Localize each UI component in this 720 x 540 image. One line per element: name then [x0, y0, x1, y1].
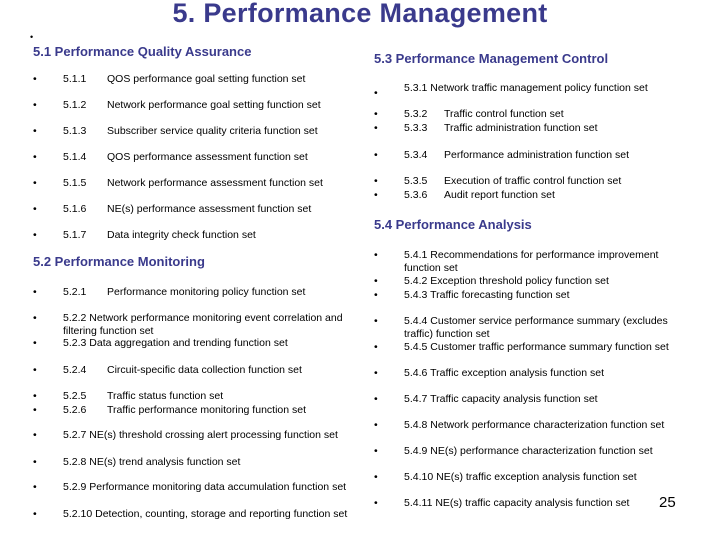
item-number: 5.1.5 — [63, 177, 87, 189]
item-text: 5.2.9 Performance monitoring data accumulation function set — [63, 481, 347, 493]
item-text: Network performance goal setting function set — [107, 99, 321, 111]
item-number: 5.1.6 — [63, 203, 87, 215]
item-text: 5.4.2 Exception threshold policy function set — [404, 275, 609, 287]
item-text: Performance administration function set — [444, 149, 630, 161]
bullet: • — [33, 229, 37, 241]
bullet: • — [33, 429, 37, 441]
item-text: 5.4.10 NE(s) traffic exception analysis function set — [404, 471, 637, 483]
bullet: • — [374, 419, 378, 431]
bullet: • — [33, 73, 37, 85]
section-heading-5-3: 5.3 Performance Management Control — [374, 51, 609, 66]
item-text: 5.2.7 NE(s) threshold crossing alert processing function set — [63, 429, 338, 441]
bullet: • — [33, 364, 37, 376]
bullet: • — [33, 203, 37, 215]
bullet: • — [374, 341, 378, 353]
bullet: • — [374, 189, 378, 201]
bullet: • — [33, 125, 37, 137]
item-text: Audit report function set — [444, 189, 555, 201]
item-number: 5.2.4 — [63, 364, 87, 376]
bullet: • — [374, 175, 378, 187]
bullet: • — [33, 312, 37, 324]
slide-title: 5. Performance Management — [172, 0, 548, 28]
item-text: 5.4.9 NE(s) performance characterization function set — [404, 445, 653, 457]
item-number: 5.3.5 — [404, 175, 428, 187]
bullet: • — [374, 249, 378, 261]
item-text: 5.4.11 NE(s) traffic capacity analysis function set — [404, 497, 630, 509]
bullet: • — [33, 151, 37, 163]
bullet: • — [374, 497, 378, 509]
item-text: 5.2.10 Detection, counting, storage and reporting function set — [63, 508, 348, 520]
item-number: 5.1.4 — [63, 151, 87, 163]
item-text: QOS performance goal setting function set — [107, 73, 306, 85]
item-text: QOS performance assessment function set — [107, 151, 308, 163]
bullet: • — [374, 108, 378, 120]
item-number: 5.2.5 — [63, 390, 87, 402]
bullet: • — [374, 275, 378, 287]
item-text: 5.2.2 Network performance monitoring event correlation and filtering function set — [63, 312, 343, 337]
item-text: Traffic performance monitoring function set — [107, 404, 307, 416]
item-number: 5.2.1 — [63, 286, 87, 298]
bullet: • — [374, 122, 378, 134]
item-text: 5.2.3 Data aggregation and trending function set — [63, 337, 288, 349]
bullet: • — [374, 471, 378, 483]
item-text: 5.4.3 Traffic forecasting function set — [404, 289, 570, 301]
item-text: 5.4.1 Recommendations for performance improvement function set — [404, 249, 659, 274]
item-number: 5.1.7 — [63, 229, 87, 241]
item-number: 5.1.3 — [63, 125, 87, 137]
item-text: 5.4.8 Network performance characterization function set — [404, 419, 665, 431]
bullet: • — [33, 177, 37, 189]
section-heading-5-4: 5.4 Performance Analysis — [374, 217, 532, 232]
item-number: 5.2.6 — [63, 404, 87, 416]
item-number: 5.3.4 — [404, 149, 428, 161]
item-number: 5.3.3 — [404, 122, 428, 134]
section-heading-5-2: 5.2 Performance Monitoring — [33, 254, 205, 269]
item-text: NE(s) performance assessment function set — [107, 203, 312, 215]
page-number: 25 — [659, 494, 676, 511]
item-text: Execution of traffic control function set — [444, 175, 622, 187]
bullet: • — [33, 481, 37, 493]
bullet: • — [374, 149, 378, 161]
bullet: • — [33, 390, 37, 402]
stray-bullet: • — [30, 32, 34, 42]
item-text: 5.2.8 NE(s) trend analysis function set — [63, 456, 241, 468]
bullet: • — [374, 393, 378, 405]
item-text: Performance monitoring policy function set — [107, 286, 306, 298]
bullet: • — [374, 445, 378, 457]
bullet: • — [374, 289, 378, 301]
bullet: • — [33, 456, 37, 468]
bullet: • — [374, 315, 378, 327]
bullet: • — [33, 404, 37, 416]
item-text: Subscriber service quality criteria function set — [107, 125, 318, 137]
bullet: • — [374, 87, 378, 99]
bullet: • — [33, 99, 37, 111]
item-text: 5.4.5 Customer traffic performance summary function set — [404, 341, 669, 353]
bullet: • — [33, 337, 37, 349]
item-text: 5.4.6 Traffic exception analysis function set — [404, 367, 605, 379]
item-text: Traffic administration function set — [444, 122, 598, 134]
section-heading-5-1: 5.1 Performance Quality Assurance — [33, 44, 252, 59]
bullet: • — [33, 286, 37, 298]
item-text: Traffic control function set — [444, 108, 564, 120]
bullet: • — [33, 508, 37, 520]
item-text: Traffic status function set — [107, 390, 224, 402]
item-number: 5.1.2 — [63, 99, 87, 111]
bullet: • — [374, 367, 378, 379]
item-text: 5.3.1 Network traffic management policy function set — [404, 82, 648, 94]
item-number: 5.1.1 — [63, 73, 87, 85]
item-text: 5.4.4 Customer service performance summary (excludes traffic) function set — [404, 315, 668, 340]
item-text: Data integrity check function set — [107, 229, 256, 241]
item-text: 5.4.7 Traffic capacity analysis function set — [404, 393, 598, 405]
item-number: 5.3.2 — [404, 108, 428, 120]
item-number: 5.3.6 — [404, 189, 428, 201]
item-text: Circuit-specific data collection function set — [107, 364, 302, 376]
item-text: Network performance assessment function set — [107, 177, 323, 189]
